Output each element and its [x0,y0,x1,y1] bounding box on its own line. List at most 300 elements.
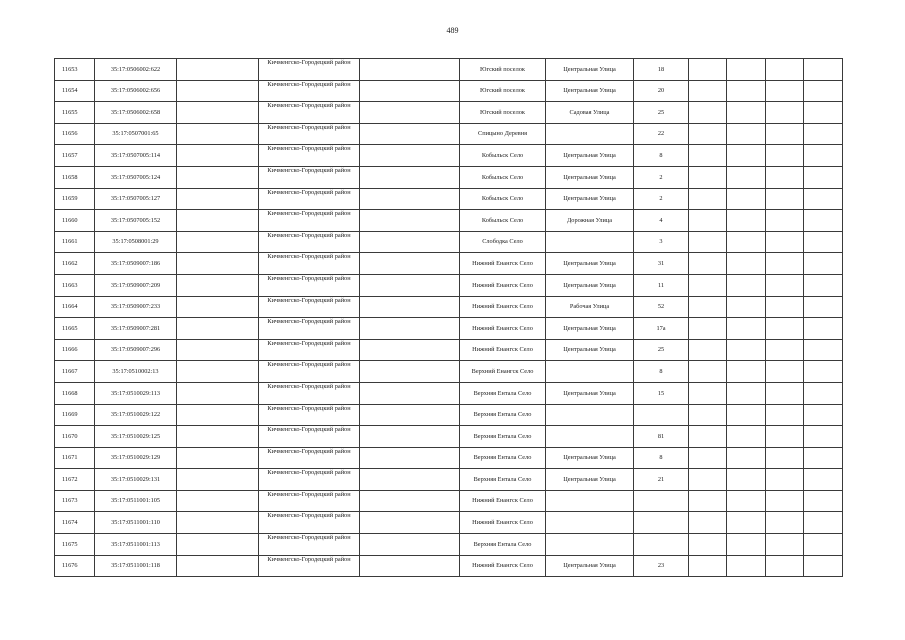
district-cell: Кичменгско-Городецкий район [259,145,360,167]
empty-cell [727,231,766,253]
table-row [55,274,843,296]
street-cell: Садовая Улица [546,102,634,124]
empty-cell [689,231,727,253]
record-number-cell: 11675 [55,534,95,556]
empty-cell [360,512,460,534]
empty-cell [689,534,727,556]
district-cell: Кичменгско-Городецкий район [259,210,360,232]
empty-cell [177,274,259,296]
street-cell: Центральная Улица [546,253,634,275]
street-cell: Центральная Улица [546,59,634,81]
cadastral-number-cell: 35:17:0508001:29 [95,231,177,253]
district-cell: Кичменгско-Городецкий район [259,512,360,534]
empty-cell [766,404,804,426]
empty-cell [689,382,727,404]
table-row [55,534,843,556]
empty-cell [766,490,804,512]
cadastral-number-cell: 35:17:0511001:105 [95,490,177,512]
table-row [55,80,843,102]
house-number-cell: 8 [634,361,689,383]
empty-cell [689,123,727,145]
house-number-cell: 17а [634,318,689,340]
empty-cell [689,490,727,512]
empty-cell [177,534,259,556]
settlement-cell: Югский поселок [460,80,546,102]
district-cell: Кичменгско-Городецкий район [259,231,360,253]
house-number-cell [634,490,689,512]
street-cell: Центральная Улица [546,555,634,577]
empty-cell [766,166,804,188]
empty-cell [766,274,804,296]
empty-cell [766,447,804,469]
cadastral-number-cell: 35:17:0506002:622 [95,59,177,81]
street-cell: Центральная Улица [546,339,634,361]
house-number-cell [634,534,689,556]
street-cell: Центральная Улица [546,447,634,469]
house-number-cell: 23 [634,555,689,577]
empty-cell [689,447,727,469]
settlement-cell: Верхняя Ентала Село [460,382,546,404]
empty-cell [177,102,259,124]
table-row [55,145,843,167]
district-cell: Кичменгско-Городецкий район [259,318,360,340]
empty-cell [689,274,727,296]
settlement-cell: Кобыльск Село [460,145,546,167]
record-number-cell: 11654 [55,80,95,102]
settlement-cell: Нижний Енангск Село [460,296,546,318]
district-cell: Кичменгско-Городецкий район [259,404,360,426]
cadastral-number-cell: 35:17:0510029:113 [95,382,177,404]
table-row [55,361,843,383]
empty-cell [360,188,460,210]
district-cell: Кичменгско-Городецкий район [259,102,360,124]
empty-cell [766,231,804,253]
record-number-cell: 11676 [55,555,95,577]
table-row [55,512,843,534]
table-row [55,231,843,253]
empty-cell [766,145,804,167]
house-number-cell: 22 [634,123,689,145]
district-cell: Кичменгско-Городецкий район [259,361,360,383]
cadastral-number-cell: 35:17:0510002:13 [95,361,177,383]
empty-cell [727,404,766,426]
record-number-cell: 11665 [55,318,95,340]
empty-cell [177,512,259,534]
cadastral-number-cell: 35:17:0507005:114 [95,145,177,167]
empty-cell [360,490,460,512]
empty-cell [766,361,804,383]
empty-cell [766,469,804,491]
table-row [55,339,843,361]
empty-cell [360,253,460,275]
cadastral-number-cell: 35:17:0510029:131 [95,469,177,491]
empty-cell [804,80,843,102]
record-number-cell: 11672 [55,469,95,491]
street-cell [546,512,634,534]
empty-cell [727,102,766,124]
street-cell: Дорожная Улица [546,210,634,232]
empty-cell [766,123,804,145]
empty-cell [689,404,727,426]
empty-cell [766,188,804,210]
empty-cell [727,210,766,232]
empty-cell [727,274,766,296]
record-number-cell: 11669 [55,404,95,426]
cadastral-number-cell: 35:17:0510029:125 [95,426,177,448]
district-cell: Кичменгско-Городецкий район [259,534,360,556]
table-row [55,59,843,81]
empty-cell [689,361,727,383]
cadastral-number-cell: 35:17:0510029:129 [95,447,177,469]
empty-cell [177,210,259,232]
empty-cell [360,210,460,232]
empty-cell [727,296,766,318]
empty-cell [360,296,460,318]
table-row [55,382,843,404]
empty-cell [360,426,460,448]
empty-cell [177,231,259,253]
record-number-cell: 11659 [55,188,95,210]
empty-cell [804,490,843,512]
district-cell: Кичменгско-Городецкий район [259,166,360,188]
empty-cell [177,555,259,577]
record-number-cell: 11657 [55,145,95,167]
empty-cell [804,210,843,232]
empty-cell [766,59,804,81]
district-cell: Кичменгско-Городецкий район [259,339,360,361]
empty-cell [727,361,766,383]
street-cell [546,404,634,426]
empty-cell [177,145,259,167]
table-row [55,490,843,512]
empty-cell [360,145,460,167]
empty-cell [177,469,259,491]
district-cell: Кичменгско-Городецкий район [259,80,360,102]
street-cell [546,426,634,448]
table-row [55,469,843,491]
district-cell: Кичменгско-Городецкий район [259,188,360,210]
empty-cell [804,145,843,167]
empty-cell [360,534,460,556]
empty-cell [804,123,843,145]
empty-cell [360,123,460,145]
street-cell [546,123,634,145]
house-number-cell: 2 [634,188,689,210]
cadastral-number-cell: 35:17:0511001:113 [95,534,177,556]
empty-cell [804,512,843,534]
cadastral-number-cell: 35:17:0509007:186 [95,253,177,275]
empty-cell [689,339,727,361]
cadastral-number-cell: 35:17:0507005:124 [95,166,177,188]
house-number-cell: 18 [634,59,689,81]
settlement-cell: Верхняя Ентала Село [460,469,546,491]
empty-cell [727,512,766,534]
empty-cell [766,534,804,556]
empty-cell [727,469,766,491]
empty-cell [689,59,727,81]
district-cell: Кичменгско-Городецкий район [259,296,360,318]
empty-cell [689,188,727,210]
house-number-cell: 21 [634,469,689,491]
empty-cell [689,318,727,340]
settlement-cell: Югский поселок [460,59,546,81]
empty-cell [766,512,804,534]
table-row [55,426,843,448]
house-number-cell: 8 [634,447,689,469]
empty-cell [360,102,460,124]
table-row [55,296,843,318]
record-number-cell: 11668 [55,382,95,404]
record-number-cell: 11661 [55,231,95,253]
empty-cell [804,166,843,188]
empty-cell [804,231,843,253]
empty-cell [766,555,804,577]
street-cell: Центральная Улица [546,166,634,188]
empty-cell [766,296,804,318]
cadastral-number-cell: 35:17:0507005:152 [95,210,177,232]
empty-cell [177,80,259,102]
house-number-cell: 2 [634,166,689,188]
street-cell [546,490,634,512]
settlement-cell: Кобыльск Село [460,188,546,210]
empty-cell [804,426,843,448]
empty-cell [727,145,766,167]
empty-cell [766,253,804,275]
record-number-cell: 11664 [55,296,95,318]
empty-cell [177,339,259,361]
settlement-cell: Верхний Енангск Село [460,361,546,383]
empty-cell [177,59,259,81]
empty-cell [804,102,843,124]
table-row [55,404,843,426]
empty-cell [727,447,766,469]
empty-cell [177,361,259,383]
empty-cell [689,512,727,534]
street-cell [546,231,634,253]
street-cell: Центральная Улица [546,188,634,210]
cadastral-number-cell: 35:17:0507001:65 [95,123,177,145]
empty-cell [727,80,766,102]
empty-cell [689,296,727,318]
settlement-cell: Нижний Енангск Село [460,555,546,577]
house-number-cell: 20 [634,80,689,102]
table-row [55,447,843,469]
cadastral-number-cell: 35:17:0509007:209 [95,274,177,296]
empty-cell [177,166,259,188]
cadastral-number-cell: 35:17:0509007:281 [95,318,177,340]
record-number-cell: 11653 [55,59,95,81]
district-cell: Кичменгско-Городецкий район [259,123,360,145]
empty-cell [360,361,460,383]
settlement-cell: Верхняя Ентала Село [460,426,546,448]
empty-cell [689,555,727,577]
settlement-cell: Нижний Енангск Село [460,512,546,534]
record-number-cell: 11671 [55,447,95,469]
table-row [55,555,843,577]
empty-cell [766,102,804,124]
house-number-cell: 25 [634,339,689,361]
empty-cell [177,253,259,275]
house-number-cell [634,512,689,534]
cadastral-number-cell: 35:17:0506002:656 [95,80,177,102]
district-cell: Кичменгско-Городецкий район [259,382,360,404]
house-number-cell: 4 [634,210,689,232]
settlement-cell: Верхняя Ентала Село [460,447,546,469]
settlement-cell: Верхняя Ентала Село [460,534,546,556]
record-number-cell: 11666 [55,339,95,361]
empty-cell [689,469,727,491]
empty-cell [727,534,766,556]
table-row [55,123,843,145]
house-number-cell: 8 [634,145,689,167]
street-cell: Центральная Улица [546,274,634,296]
record-number-cell: 11658 [55,166,95,188]
settlement-cell: Слободка Село [460,231,546,253]
empty-cell [804,253,843,275]
table-row [55,188,843,210]
empty-cell [360,80,460,102]
empty-cell [689,145,727,167]
empty-cell [804,534,843,556]
empty-cell [804,555,843,577]
empty-cell [727,318,766,340]
house-number-cell: 11 [634,274,689,296]
record-number-cell: 11673 [55,490,95,512]
house-number-cell: 52 [634,296,689,318]
empty-cell [177,447,259,469]
cadastral-number-cell: 35:17:0507005:127 [95,188,177,210]
empty-cell [727,382,766,404]
empty-cell [177,382,259,404]
cadastral-number-cell: 35:17:0510029:122 [95,404,177,426]
table-row [55,318,843,340]
street-cell: Центральная Улица [546,469,634,491]
cadastral-number-cell: 35:17:0509007:233 [95,296,177,318]
district-cell: Кичменгско-Городецкий район [259,274,360,296]
empty-cell [360,469,460,491]
record-number-cell: 11674 [55,512,95,534]
empty-cell [360,447,460,469]
empty-cell [360,318,460,340]
street-cell: Рабочая Улица [546,296,634,318]
street-cell [546,534,634,556]
table-body [55,59,843,577]
house-number-cell: 15 [634,382,689,404]
empty-cell [689,253,727,275]
empty-cell [360,274,460,296]
district-cell: Кичменгско-Городецкий район [259,469,360,491]
empty-cell [804,59,843,81]
record-number-cell: 11662 [55,253,95,275]
district-cell: Кичменгско-Городецкий район [259,490,360,512]
settlement-cell: Нижний Енангск Село [460,253,546,275]
empty-cell [177,123,259,145]
street-cell: Центральная Улица [546,80,634,102]
empty-cell [727,339,766,361]
empty-cell [804,296,843,318]
empty-cell [727,188,766,210]
empty-cell [177,404,259,426]
house-number-cell: 31 [634,253,689,275]
empty-cell [177,426,259,448]
settlement-cell: Нижний Енангск Село [460,490,546,512]
house-number-cell: 81 [634,426,689,448]
settlement-cell: Кобыльск Село [460,166,546,188]
district-cell: Кичменгско-Городецкий район [259,59,360,81]
settlement-cell: Нижний Енангск Село [460,274,546,296]
settlement-cell: Югский поселок [460,102,546,124]
empty-cell [804,469,843,491]
empty-cell [727,253,766,275]
empty-cell [766,318,804,340]
record-number-cell: 11667 [55,361,95,383]
empty-cell [804,274,843,296]
record-number-cell: 11670 [55,426,95,448]
settlement-cell: Кобыльск Село [460,210,546,232]
empty-cell [360,166,460,188]
empty-cell [727,426,766,448]
table-row [55,102,843,124]
empty-cell [177,318,259,340]
empty-cell [804,382,843,404]
empty-cell [804,318,843,340]
empty-cell [804,404,843,426]
district-cell: Кичменгско-Городецкий район [259,447,360,469]
empty-cell [360,555,460,577]
empty-cell [689,166,727,188]
empty-cell [177,188,259,210]
empty-cell [689,102,727,124]
record-number-cell: 11656 [55,123,95,145]
empty-cell [766,382,804,404]
empty-cell [766,339,804,361]
empty-cell [804,361,843,383]
street-cell: Центральная Улица [546,145,634,167]
district-cell: Кичменгско-Городецкий район [259,426,360,448]
empty-cell [727,166,766,188]
cadastral-number-cell: 35:17:0511001:110 [95,512,177,534]
empty-cell [177,490,259,512]
settlement-cell: Спицыно Деревня [460,123,546,145]
empty-cell [727,59,766,81]
property-register-table [54,58,843,577]
empty-cell [360,339,460,361]
empty-cell [360,382,460,404]
cadastral-number-cell: 35:17:0506002:658 [95,102,177,124]
house-number-cell: 3 [634,231,689,253]
table-row [55,210,843,232]
cadastral-number-cell: 35:17:0511001:118 [95,555,177,577]
record-number-cell: 11660 [55,210,95,232]
page-number: 489 [446,26,459,35]
record-number-cell: 11663 [55,274,95,296]
settlement-cell: Нижний Енангск Село [460,339,546,361]
empty-cell [727,123,766,145]
empty-cell [804,339,843,361]
settlement-cell: Нижний Енангск Село [460,318,546,340]
empty-cell [689,80,727,102]
empty-cell [689,210,727,232]
street-cell: Центральная Улица [546,318,634,340]
empty-cell [766,426,804,448]
empty-cell [727,555,766,577]
district-cell: Кичменгско-Городецкий район [259,253,360,275]
record-number-cell: 11655 [55,102,95,124]
empty-cell [804,447,843,469]
empty-cell [766,80,804,102]
street-cell: Центральная Улица [546,382,634,404]
table-row [55,166,843,188]
